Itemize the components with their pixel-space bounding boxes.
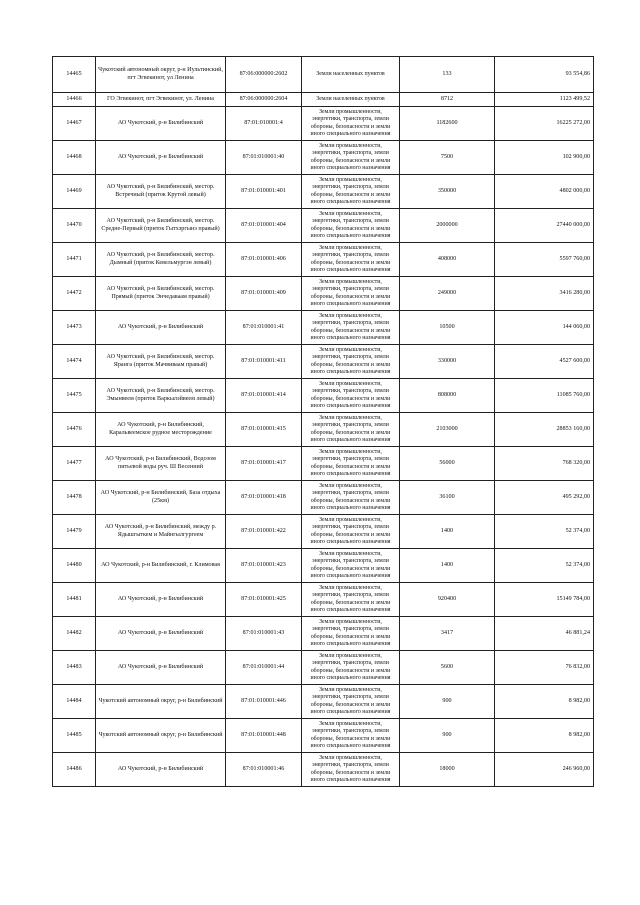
land-category-cell: Земли промышленности, энергетики, транспорта, земли обороны, безопасности и земли иного специального назначения	[302, 549, 400, 583]
table-row	[53, 93, 594, 107]
row-id-cell: 14465	[53, 57, 96, 93]
area-cell: 900	[400, 685, 495, 719]
cadastral-number-cell: 87:01:010001:4	[226, 107, 302, 141]
land-category-cell: Земли промышленности, энергетики, транспорта, земли обороны, безопасности и земли иного специального назначения	[302, 209, 400, 243]
table-row	[53, 57, 594, 93]
cadastral-value-cell: 246 960,00	[495, 753, 594, 787]
area-cell: 2000000	[400, 209, 495, 243]
row-id-cell: 14473	[53, 311, 96, 345]
cadastral-value-cell: 76 832,00	[495, 651, 594, 685]
cadastral-number-cell: 87:01:010001:40	[226, 141, 302, 175]
row-id-cell: 14477	[53, 447, 96, 481]
cadastral-number-cell: 87:01:010001:409	[226, 277, 302, 311]
table-row	[53, 617, 594, 651]
land-category-cell: Земли промышленности, энергетики, транспорта, земли обороны, безопасности и земли иного специального назначения	[302, 345, 400, 379]
cadastral-value-cell: 8 982,00	[495, 719, 594, 753]
address-cell: АО Чукотский, р-н Билибинский, г. Климовая	[96, 549, 226, 583]
land-registry-table	[52, 56, 594, 787]
address-cell: АО Чукотский, р-н Билибинский, местор. Средне-Первый (приток Гытхэргынэ правый)	[96, 209, 226, 243]
cadastral-value-cell: 1123 499,52	[495, 93, 594, 107]
land-category-cell: Земли промышленности, энергетики, транспорта, земли обороны, безопасности и земли иного специального назначения	[302, 175, 400, 209]
area-cell: 330000	[400, 345, 495, 379]
cadastral-number-cell: 87:01:010001:414	[226, 379, 302, 413]
cadastral-number-cell: 87:01:010001:44	[226, 651, 302, 685]
address-cell: АО Чукотский, р-н Билибинский, Водозом питьевой воды руч. Ш Весенний	[96, 447, 226, 481]
table-row	[53, 209, 594, 243]
cadastral-number-cell: 87:01:010001:404	[226, 209, 302, 243]
land-category-cell: Земли промышленности, энергетики, транспорта, земли обороны, безопасности и земли иного специального назначения	[302, 141, 400, 175]
area-cell: 408000	[400, 243, 495, 277]
cadastral-value-cell: 16225 272,00	[495, 107, 594, 141]
cadastral-value-cell: 52 374,00	[495, 515, 594, 549]
land-category-cell: Земли промышленности, энергетики, транспорта, земли обороны, безопасности и земли иного специального назначения	[302, 719, 400, 753]
row-id-cell: 14480	[53, 549, 96, 583]
table-row	[53, 277, 594, 311]
address-cell: Чукотский автономный округ, р-н Иультинский, пгт Эгвекинот, ул Ленина	[96, 57, 226, 93]
land-category-cell: Земли промышленности, энергетики, транспорта, земли обороны, безопасности и земли иного специального назначения	[302, 753, 400, 787]
table-row	[53, 311, 594, 345]
area-cell: 1400	[400, 515, 495, 549]
land-category-cell: Земли промышленности, энергетики, транспорта, земли обороны, безопасности и земли иного специального назначения	[302, 447, 400, 481]
cadastral-value-cell: 8 982,00	[495, 685, 594, 719]
area-cell: 2103000	[400, 413, 495, 447]
land-category-cell: Земли населенных пунктов	[302, 57, 400, 93]
table-row	[53, 175, 594, 209]
cadastral-value-cell: 93 554,86	[495, 57, 594, 93]
table-row	[53, 685, 594, 719]
row-id-cell: 14485	[53, 719, 96, 753]
cadastral-number-cell: 87:01:010001:406	[226, 243, 302, 277]
row-id-cell: 14482	[53, 617, 96, 651]
land-registry-table-page	[52, 56, 593, 787]
table-row	[53, 447, 594, 481]
area-cell: 36100	[400, 481, 495, 515]
area-cell: 1400	[400, 549, 495, 583]
cadastral-value-cell: 46 881,24	[495, 617, 594, 651]
cadastral-value-cell: 4802 000,00	[495, 175, 594, 209]
address-cell: АО Чукотский, р-н Билибинский	[96, 651, 226, 685]
table-row	[53, 345, 594, 379]
land-category-cell: Земли промышленности, энергетики, транспорта, земли обороны, безопасности и земли иного специального назначения	[302, 651, 400, 685]
row-id-cell: 14479	[53, 515, 96, 549]
row-id-cell: 14478	[53, 481, 96, 515]
address-cell: АО Чукотский, р-н Билибинский	[96, 141, 226, 175]
area-cell: 1182600	[400, 107, 495, 141]
address-cell: АО Чукотский, р-н Билибинский, между р. Ядышгыткем и Майнгылгургеем	[96, 515, 226, 549]
table-row	[53, 413, 594, 447]
table-row	[53, 651, 594, 685]
area-cell: 18000	[400, 753, 495, 787]
row-id-cell: 14476	[53, 413, 96, 447]
cadastral-value-cell: 27440 000,00	[495, 209, 594, 243]
cadastral-value-cell: 768 320,00	[495, 447, 594, 481]
cadastral-value-cell: 102 900,00	[495, 141, 594, 175]
row-id-cell: 14469	[53, 175, 96, 209]
land-category-cell: Земли промышленности, энергетики, транспорта, земли обороны, безопасности и земли иного специального назначения	[302, 107, 400, 141]
address-cell: Чукотский автономный округ, р-н Билибинский	[96, 685, 226, 719]
land-category-cell: Земли промышленности, энергетики, транспорта, земли обороны, безопасности и земли иного специального назначения	[302, 379, 400, 413]
area-cell: 900	[400, 719, 495, 753]
table-row	[53, 481, 594, 515]
row-id-cell: 14474	[53, 345, 96, 379]
area-cell: 920400	[400, 583, 495, 617]
area-cell: 5600	[400, 651, 495, 685]
row-id-cell: 14484	[53, 685, 96, 719]
land-category-cell: Земли промышленности, энергетики, транспорта, земли обороны, безопасности и земли иного специального назначения	[302, 685, 400, 719]
cadastral-number-cell: 87:01:010001:415	[226, 413, 302, 447]
cadastral-number-cell: 87:01:010001:43	[226, 617, 302, 651]
cadastral-value-cell: 5597 760,00	[495, 243, 594, 277]
area-cell: 8712	[400, 93, 495, 107]
table-row	[53, 243, 594, 277]
table-row	[53, 379, 594, 413]
land-category-cell: Земли промышленности, энергетики, транспорта, земли обороны, безопасности и земли иного специального назначения	[302, 583, 400, 617]
table-row	[53, 141, 594, 175]
cadastral-number-cell: 87:06:000000:2604	[226, 93, 302, 107]
cadastral-value-cell: 15149 784,00	[495, 583, 594, 617]
cadastral-number-cell: 87:01:010001:401	[226, 175, 302, 209]
table-row	[53, 753, 594, 787]
row-id-cell: 14466	[53, 93, 96, 107]
address-cell: АО Чукотский, р-н Билибинский, База отдыха (25км)	[96, 481, 226, 515]
cadastral-value-cell: 28853 160,00	[495, 413, 594, 447]
cadastral-number-cell: 87:01:010001:425	[226, 583, 302, 617]
row-id-cell: 14475	[53, 379, 96, 413]
address-cell: АО Чукотский, р-н Билибинский, местор. Дымный (приток Кевельмургэн левый)	[96, 243, 226, 277]
cadastral-value-cell: 11085 760,00	[495, 379, 594, 413]
address-cell: Чукотский автономный округ, р-н Билибинский	[96, 719, 226, 753]
land-category-cell: Земли промышленности, энергетики, транспорта, земли обороны, безопасности и земли иного специального назначения	[302, 243, 400, 277]
table-row	[53, 515, 594, 549]
area-cell: 133	[400, 57, 495, 93]
table-row	[53, 583, 594, 617]
cadastral-number-cell: 87:01:010001:423	[226, 549, 302, 583]
land-category-cell: Земли промышленности, энергетики, транспорта, земли обороны, безопасности и земли иного специального назначения	[302, 413, 400, 447]
table-row	[53, 549, 594, 583]
cadastral-value-cell: 52 374,00	[495, 549, 594, 583]
cadastral-number-cell: 87:06:000000:2602	[226, 57, 302, 93]
cadastral-number-cell: 87:01:010001:446	[226, 685, 302, 719]
address-cell: АО Чукотский, р-н Билибинский	[96, 311, 226, 345]
row-id-cell: 14470	[53, 209, 96, 243]
area-cell: 7500	[400, 141, 495, 175]
cadastral-value-cell: 3416 280,00	[495, 277, 594, 311]
cadastral-value-cell: 144 060,00	[495, 311, 594, 345]
cadastral-number-cell: 87:01:010001:46	[226, 753, 302, 787]
area-cell: 3417	[400, 617, 495, 651]
cadastral-number-cell: 87:01:010001:417	[226, 447, 302, 481]
cadastral-value-cell: 495 292,00	[495, 481, 594, 515]
address-cell: АО Чукотский, р-н Билибинский, местор. Прямый (приток Энчедаваам правый)	[96, 277, 226, 311]
row-id-cell: 14486	[53, 753, 96, 787]
land-category-cell: Земли промышленности, энергетики, транспорта, земли обороны, безопасности и земли иного специального назначения	[302, 515, 400, 549]
area-cell: 10500	[400, 311, 495, 345]
address-cell: АО Чукотский, р-н Билибинский, Каральвеемское рудное месторождение	[96, 413, 226, 447]
cadastral-number-cell: 87:01:010001:448	[226, 719, 302, 753]
table-row	[53, 719, 594, 753]
address-cell: АО Чукотский, р-н Билибинский, местор. Яранга (приток Мачвиваам правый)	[96, 345, 226, 379]
area-cell: 808000	[400, 379, 495, 413]
row-id-cell: 14471	[53, 243, 96, 277]
table-row	[53, 107, 594, 141]
row-id-cell: 14467	[53, 107, 96, 141]
land-category-cell: Земли промышленности, энергетики, транспорта, земли обороны, безопасности и земли иного специального назначения	[302, 277, 400, 311]
address-cell: ГО Эгвекинот, пгт Эгвекинот, ул. Ленина	[96, 93, 226, 107]
area-cell: 350000	[400, 175, 495, 209]
cadastral-number-cell: 87:01:010001:422	[226, 515, 302, 549]
address-cell: АО Чукотский, р-н Билибинский	[96, 583, 226, 617]
cadastral-number-cell: 87:01:010001:41	[226, 311, 302, 345]
row-id-cell: 14481	[53, 583, 96, 617]
row-id-cell: 14468	[53, 141, 96, 175]
land-category-cell: Земли промышленности, энергетики, транспорта, земли обороны, безопасности и земли иного специального назначения	[302, 311, 400, 345]
row-id-cell: 14472	[53, 277, 96, 311]
cadastral-number-cell: 87:01:010001:411	[226, 345, 302, 379]
land-category-cell: Земли промышленности, энергетики, транспорта, земли обороны, безопасности и земли иного специального назначения	[302, 617, 400, 651]
cadastral-value-cell: 4527 600,00	[495, 345, 594, 379]
address-cell: АО Чукотский, р-н Билибинский	[96, 617, 226, 651]
land-category-cell: Земли населенных пунктов	[302, 93, 400, 107]
row-id-cell: 14483	[53, 651, 96, 685]
area-cell: 249000	[400, 277, 495, 311]
area-cell: 56000	[400, 447, 495, 481]
address-cell: АО Чукотский, р-н Билибинский	[96, 107, 226, 141]
address-cell: АО Чукотский, р-н Билибинский, местор. Эмынвеем (приток Варкылэйвеем левый)	[96, 379, 226, 413]
land-category-cell: Земли промышленности, энергетики, транспорта, земли обороны, безопасности и земли иного специального назначения	[302, 481, 400, 515]
address-cell: АО Чукотский, р-н Билибинский, местор. Встречный (приток Крутой левый)	[96, 175, 226, 209]
table-body	[53, 57, 594, 787]
address-cell: АО Чукотский, р-н Билибинский	[96, 753, 226, 787]
cadastral-number-cell: 87:01:010001:418	[226, 481, 302, 515]
